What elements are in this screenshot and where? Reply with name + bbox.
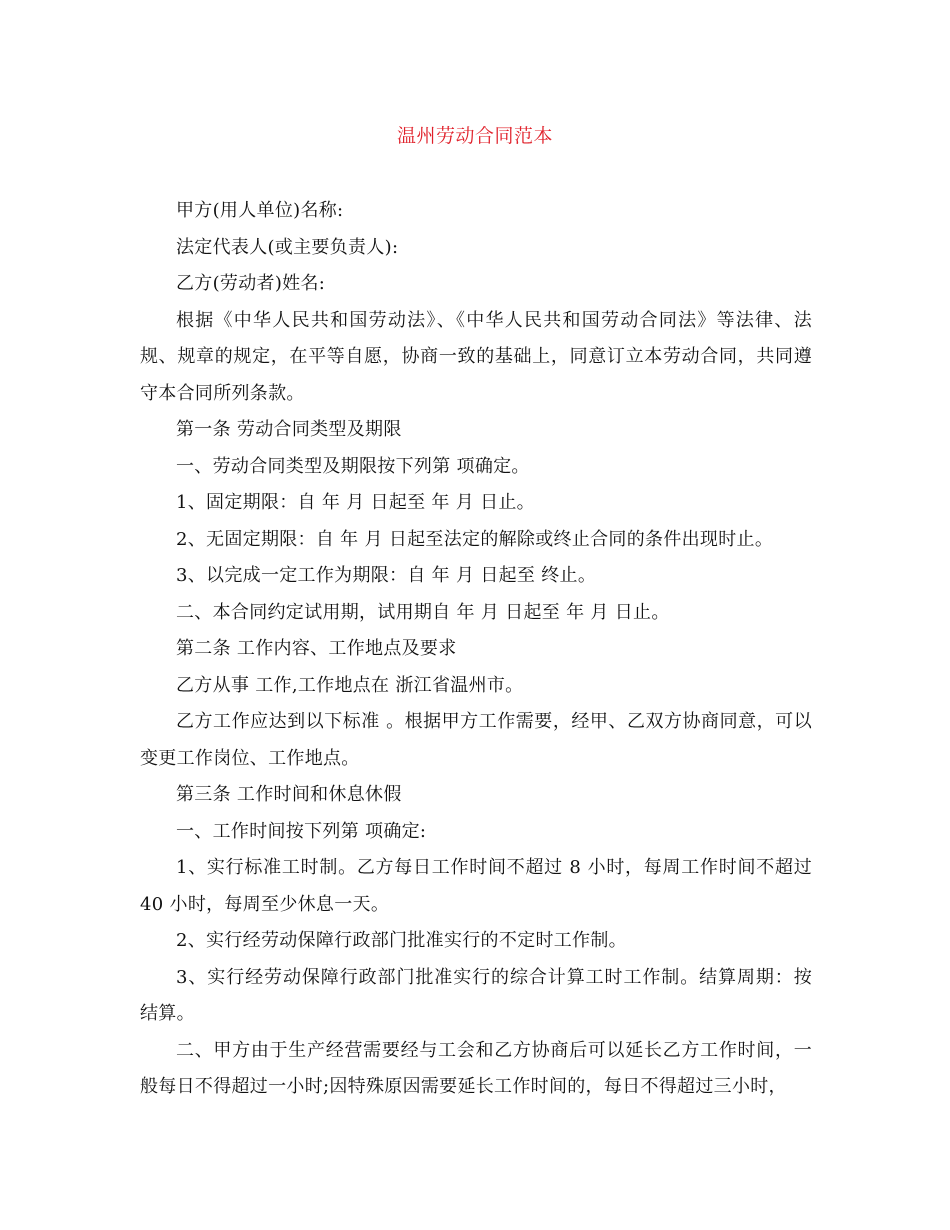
job-location-line: 乙方从事 工作,工作地点在 浙江省温州市。 [176,674,524,696]
probation-line: 二、本合同约定试用期，试用期自 年 月 日起至 年 月 日止。 [176,601,670,623]
article-2-heading: 第二条 工作内容、工作地点及要求 [176,638,457,659]
working-hours-item-1: 一、工作时间按下列第 项确定: [176,820,427,842]
article-1-item-1: 一、劳动合同类型及期限按下列第 项确定。 [176,455,530,477]
job-standard-paragraph: 乙方工作应达到以下标准 。根据甲方工作需要，经甲、乙双方协商同意，可以变更工作岗位、工作地点。 [140,711,812,769]
article-1-heading: 第一条 劳动合同类型及期限 [176,419,402,440]
party-a-name-line: 甲方(用人单位)名称: [176,200,344,221]
legal-representative-line: 法定代表人(或主要负责人): [176,236,399,258]
comprehensive-hours-paragraph: 3、实行经劳动保障行政部门批准实行的综合计算工时工作制。结算周期：按 结算。 [140,966,812,1024]
standard-hours-paragraph: 1、实行标准工时制。乙方每日工作时间不超过 8 小时，每周工作时间不超过 40 小时，每周至少休息一天。 [140,857,812,915]
fixed-term-line: 1、固定期限：自 年 月 日起至 年 月 日止。 [176,492,535,513]
flexible-hours-line: 2、实行经劳动保障行政部门批准实行的不定时工作制。 [176,930,627,951]
article-3-heading: 第三条 工作时间和休息休假 [176,784,402,805]
preamble-paragraph: 根据《中华人民共和国劳动法》、《中华人民共和国劳动合同法》等法律、法规、规章的规定，在平等自愿，协商一致的基础上，同意订立本劳动合同，共同遵守本合同所列条款。 [140,309,812,404]
party-b-name-line: 乙方(劳动者)姓名: [176,273,326,294]
document-title: 温州劳动合同范本 [396,125,553,147]
task-based-term-line: 3、以完成一定工作为期限：自 年 月 日起至 终止。 [176,565,597,586]
overtime-paragraph: 二、甲方由于生产经营需要经与工会和乙方协商后可以延长乙方工作时间，一般每日不得超过一小时;因特殊原因需要延长工作时间的，每日不得超过三小时， [140,1039,812,1097]
open-ended-term-line: 2、无固定期限：自 年 月 日起至法定的解除或终止合同的条件出现时止。 [176,528,774,550]
document-body [140,193,812,1106]
